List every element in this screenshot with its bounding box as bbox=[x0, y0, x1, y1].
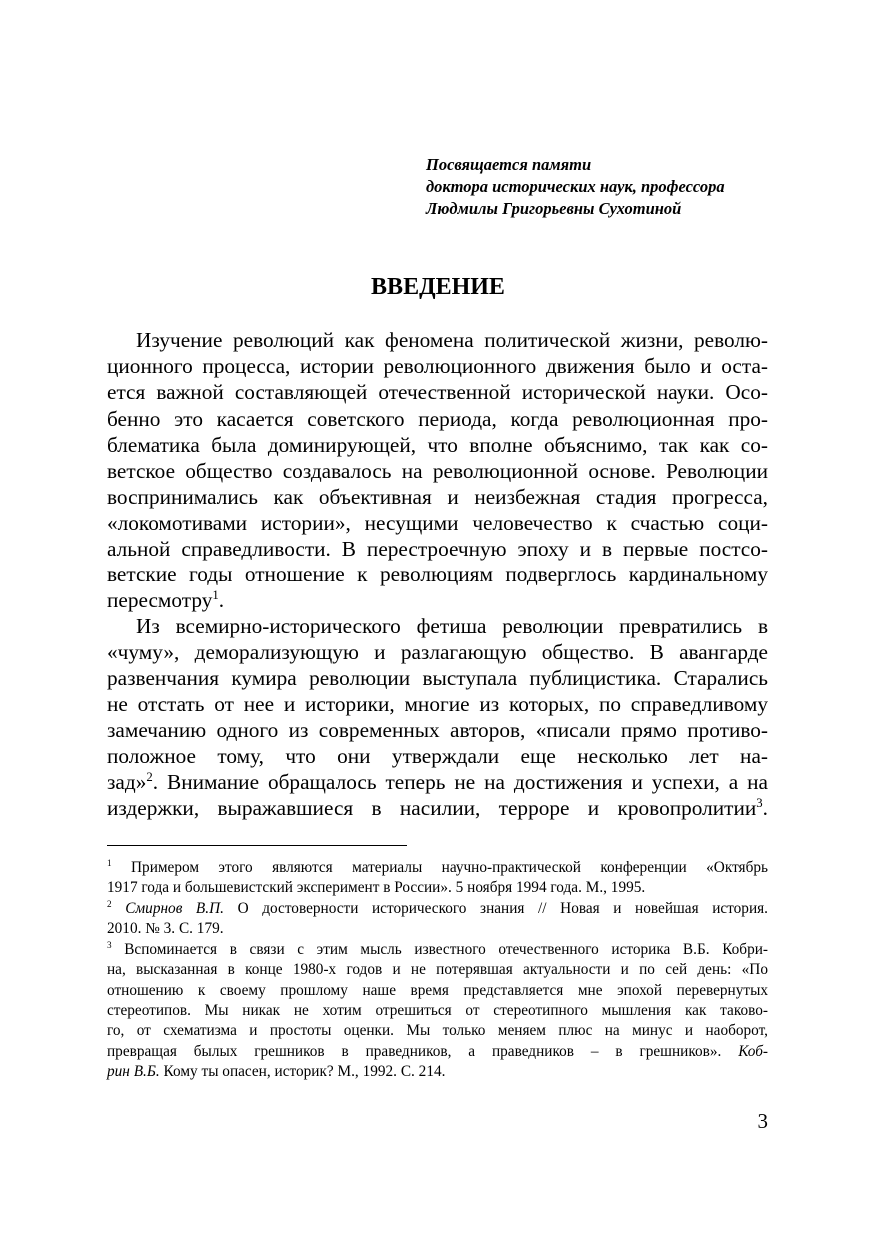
body-line: не отстать от нее и историки, многие из которых, по справедливому bbox=[107, 692, 768, 716]
footnote-author: Коб- bbox=[738, 1043, 768, 1060]
body-line: «локомотивами истории», несущими человечество к счастью соци- bbox=[107, 511, 768, 535]
footnote-ref: 2 bbox=[146, 769, 153, 784]
body-line: положное тому, что они утверждали еще несколько лет на- bbox=[107, 744, 768, 768]
page-number: 3 bbox=[757, 1109, 768, 1133]
dedication-line: Людмилы Григорьевны Сухотиной bbox=[426, 199, 682, 218]
footnote-line: го, от схематизма и простоты оценки. Мы только меняем плюс на минус и наоборот, bbox=[107, 1022, 768, 1039]
body-line: Изучение революций как феномена политической жизни, револю- bbox=[136, 328, 768, 352]
footnote-line: на, высказанная в конце 1980-х годов и не потерявшая актуальности и по сей день: «По bbox=[107, 961, 768, 978]
body-line: воспринимались как объективная и неизбежная стадия прогресса, bbox=[107, 485, 768, 509]
footnote-line: превращая былых грешников в праведников, а праведников – в грешников». Коб- bbox=[107, 1043, 768, 1060]
body-line-text: издержки, выражавшиеся в насилии, терроре и кровопролитии bbox=[107, 796, 757, 820]
dedication-line: Посвящается памяти bbox=[426, 155, 592, 174]
footnote-author: Смирнов В.П. bbox=[125, 900, 224, 917]
body-line: бенно это касается советского периода, когда революционная про- bbox=[107, 407, 768, 431]
body-line-text: . Внимание обращалось теперь не на достижения и успехи, а на bbox=[152, 770, 768, 794]
footnote-ref: 1 bbox=[212, 587, 219, 602]
footnote-line: 1917 года и большевистский эксперимент в России». 5 ноября 1994 года. М., 1995. bbox=[107, 879, 646, 896]
footnote-line: $^1$ Примером этого являются материалы научно-практической конференции «Октябрь bbox=[107, 857, 768, 876]
footnote-line: отношению к своему прошлому наше время представляется мне эпохой перевернутых bbox=[107, 982, 768, 999]
body-line: ется важной составляющей отечественной исторической науки. Осо- bbox=[107, 380, 768, 404]
body-line-text: зад» bbox=[107, 770, 147, 794]
body-line: пересмотру$^1$. bbox=[107, 587, 225, 612]
body-line: развенчания кумира революции выступала публицистика. Старались bbox=[107, 666, 768, 690]
footnote-line: $^2$ Смирнов В.П. О достоверности исторического знания // Новая и новейшая история. bbox=[107, 898, 769, 917]
body-line-text: пересмотру bbox=[107, 588, 213, 612]
body-line-text: . bbox=[762, 796, 768, 820]
body-line: ветское общество создавалось на революционной основе. Революции bbox=[107, 459, 768, 483]
footnote-line: 2010. № 3. С. 179. bbox=[107, 920, 224, 937]
body-line bbox=[107, 795, 768, 821]
footnote-line: стереотипов. Мы никак не хотим отрешиться от стереотипного мышления как таково- bbox=[107, 1002, 768, 1019]
footnote-line: $^3$ Вспоминается в связи с этим мысль известного отечественного историка В.Б. Кобри- bbox=[107, 939, 768, 958]
body-line: «чуму», деморализующую и разлагающую общество. В авангарде bbox=[107, 640, 768, 664]
dedication-line: доктора исторических наук, профессора bbox=[426, 177, 725, 196]
footnote-ref: 3 bbox=[756, 795, 763, 810]
body-line bbox=[107, 769, 768, 795]
footnote-divider bbox=[107, 845, 407, 846]
dedication bbox=[426, 154, 846, 220]
footnote-author: рин В.Б. bbox=[107, 1063, 160, 1080]
footnote-line: рин В.Б. Кому ты опасен, историк? М., 1992. С. 214. bbox=[107, 1063, 446, 1080]
footnote-number: 2 bbox=[107, 898, 112, 909]
footnote-number: 3 bbox=[107, 939, 112, 950]
body-line: альной справедливости. В перестроечную эпоху и в первые постсо- bbox=[107, 537, 768, 561]
body-line: Из всемирно-исторического фетиша революции превратились в bbox=[136, 614, 768, 638]
body-line: замечанию одного из современных авторов, «писали прямо противо- bbox=[107, 718, 768, 742]
page-title: ВВЕДЕНИЕ bbox=[371, 274, 505, 300]
body-line: ветские годы отношение к революциям подверглось кардинальному bbox=[107, 562, 768, 586]
body-line: ционного процесса, истории революционного движения было и оста- bbox=[107, 354, 768, 378]
body-line: блематика была доминирующей, что вполне объяснимо, так как со- bbox=[107, 433, 768, 457]
footnote-number: 1 bbox=[107, 857, 112, 868]
